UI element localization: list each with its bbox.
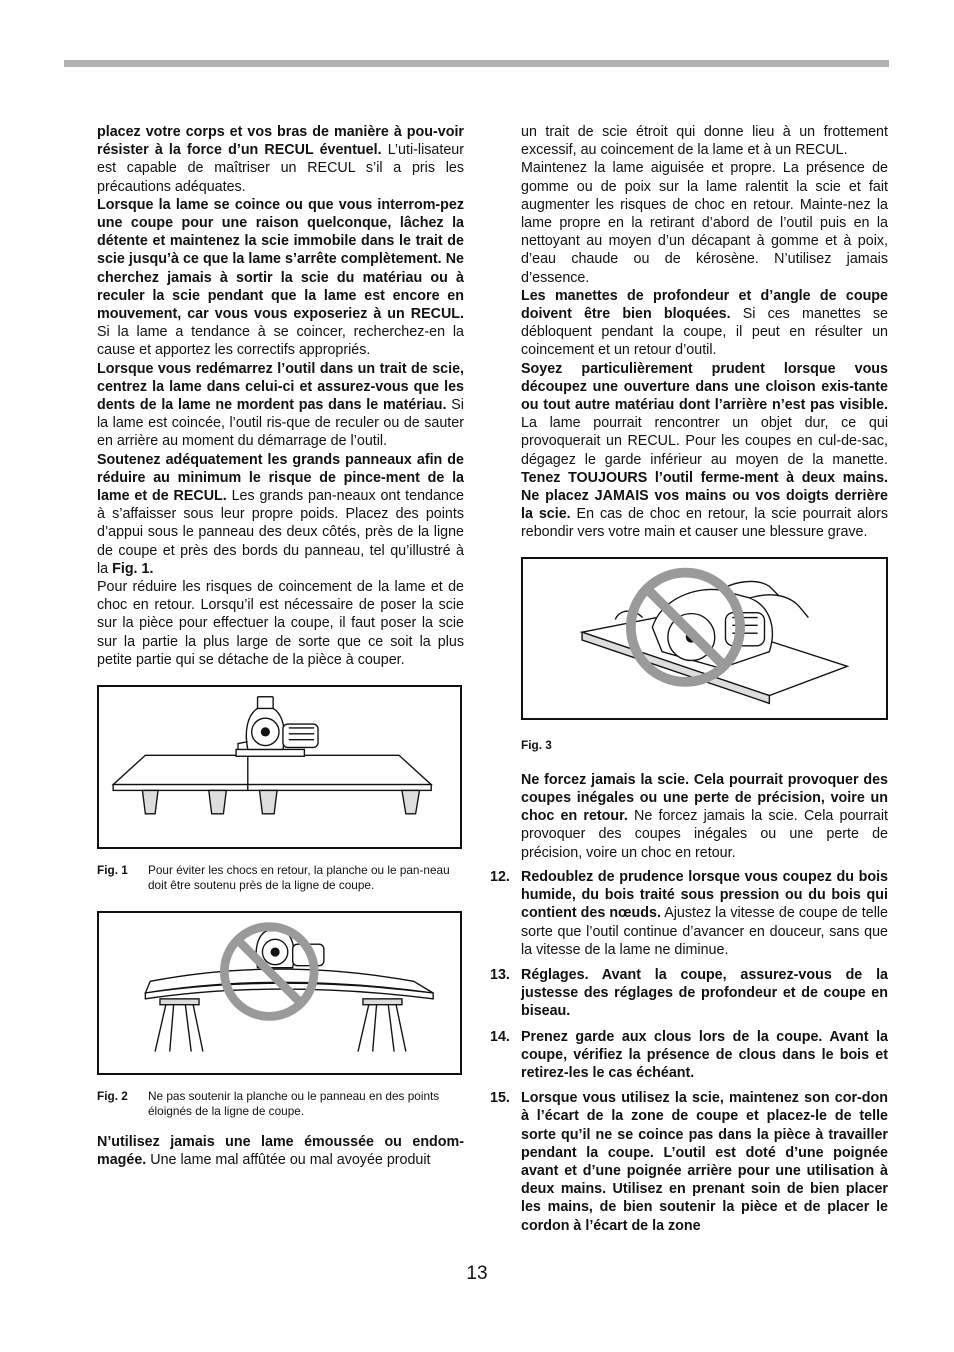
list-item <box>490 1089 888 1235</box>
list-item <box>490 966 888 1021</box>
figure-1-caption <box>97 863 464 893</box>
left-column <box>97 123 464 1170</box>
caption-text: Pour éviter les chocs en retour, la planche ou le pan-neau doit être soutenu près de la ligne de coupe. <box>148 863 450 893</box>
figure-reference: Fig. 1. <box>112 560 154 577</box>
body-text: Si la lame est coincée, l’outil ris-que de reculer ou de sauter en arrière au moment du démarrage de l’outil. <box>97 397 464 450</box>
paragraph <box>521 159 888 286</box>
caption-text: Ne pas soutenir la planche ou le panneau en des points éloignés de la ligne de coupe. <box>148 1089 440 1119</box>
list-number: 13. <box>490 966 510 983</box>
bold-text: N’utilisez jamais une lame émoussée ou endom-magée. <box>97 1134 464 1169</box>
body-text: Ajustez la vitesse de coupe de telle sorte que l’outil continue d’avancer en douceur, sans que la vitesse de la lame ne diminue. <box>521 905 888 958</box>
paragraph <box>521 360 888 542</box>
right-column <box>490 123 888 1235</box>
bold-text: Réglages. Avant la coupe, assurez-vous de la justesse des réglages de profondeur et de coupe en biseau. <box>521 966 888 1020</box>
bold-text: Lorsque vous redémarrez l’outil dans un trait de scie, centrez la lame dans celui-ci et assurez-vous que les dents de la lame ne mordent pas dans le matériau. <box>97 360 464 414</box>
body-text: En cas de choc en retour, la scie pourrait alors rebondir vers votre main et causer une blessure grave. <box>521 506 888 541</box>
header-rule <box>64 60 889 67</box>
list-number: 12. <box>490 868 510 885</box>
paragraph <box>521 287 888 360</box>
body-text: Si la lame a tendance à se coincer, recherchez-en la cause et apportez les correctifs appropriés. <box>97 324 464 359</box>
figure-label: Fig. 2 <box>97 1089 128 1104</box>
bold-text: placez votre corps et vos bras de manière à pou-voir résister à la force d’un RECUL éventuel. <box>97 124 464 159</box>
paragraph <box>97 196 464 360</box>
bold-text: Les manettes de profondeur et d’angle de coupe doivent être bien bloquées. <box>521 287 888 323</box>
bold-text: Tenez TOUJOURS l’outil ferme-ment à deux mains. Ne placez JAMAIS vos mains ou vos doigts derrière la scie. <box>521 469 888 523</box>
bold-text: Soyez particulièrement prudent lorsque vous découpez une ouverture dans une cloison exis-tante ou tout autre matériau dont l’arrière n’est pas visible. <box>521 360 888 414</box>
bold-text: Ne forcez jamais la scie. Cela pourrait provoquer des coupes inégales ou une perte de précision, voire un choc en retour. <box>521 771 888 825</box>
figure-3-illustration <box>521 557 888 720</box>
body-text: L’uti-lisateur est capable de maîtriser un RECUL s’il a pris les précautions adéquates. <box>97 142 465 195</box>
paragraph <box>97 360 464 451</box>
paragraph <box>97 451 464 578</box>
paragraph <box>97 1133 464 1169</box>
list-number: 14. <box>490 1028 510 1045</box>
paragraph <box>521 771 888 862</box>
bold-text: Prenez garde aux clous lors de la coupe. Avant la coupe, vérifiez la présence de clous dans le bois et retirez-les le cas échéant. <box>521 1028 888 1081</box>
saw-supported-near-cut-illustration <box>99 687 460 847</box>
figure-1-illustration <box>97 685 462 849</box>
page-number: 13 <box>466 1263 488 1284</box>
body-text: La lame pourrait rencontrer un objet dur, ce qui provoquerait un RECUL. Pour les coupes en cul-de-sac, dégagez le garde inférieur au moyen de la manette. <box>521 415 888 468</box>
body-text: Maintenez la lame aiguisée et propre. La présence de gomme ou de poix sur la lame ralentit la scie et fait augmenter les risques de choc en retour. Mainte-nez la lame propre en la retirant d’abord de l’outil puis en la nettoyant au moyen d’un décapant à gomme et à poix, d’eau chaude ou de kérosène. N’utilisez jamais d’essence. <box>521 160 888 286</box>
hands-behind-saw-illustration <box>523 559 886 718</box>
body-text: Une lame mal affûtée ou mal avoyée produit <box>146 1152 431 1169</box>
bold-text: Lorsque vous utilisez la scie, maintenez son cor-don à l’écart de la zone de coupe et placez-le de telle sorte qu’il ne se coince pas dans la pièce à travailler pendant la coupe. L’outil est doté d’une poignée avant et d’une poignée arrière pour une utilisation à deux mains. Utilisez en prenant soin de bien placer les mains, de bien soutenir la pièce et de placer le cordon à l’écart de la zone <box>521 1090 888 1234</box>
list-item <box>490 868 888 959</box>
paragraph <box>97 578 464 669</box>
paragraph <box>97 123 464 196</box>
body-text: Les grands pan-neaux ont tendance à s’affaisser sous leur propre poids. Placez des points d’appui sous le panneau des deux côtés, près de la ligne de coupe et près des bords du panneau, tel qu’illustré à la <box>97 488 464 577</box>
body-text: un trait de scie étroit qui donne lieu à un frottement excessif, au coincement de la lame et à un RECUL. <box>521 124 888 159</box>
body-text: Ne forcez jamais la scie. Cela pourrait provoquer des coupes inégales ou une perte de précision, voire un choc en retour. <box>521 808 888 861</box>
list-number: 15. <box>490 1090 510 1107</box>
figure-2-caption <box>97 1089 464 1119</box>
paragraph <box>521 123 888 159</box>
bold-text: Lorsque la lame se coince ou que vous interrom-pez une coupe pour une raison quelconque, lâchez la détente et maintenez la scie immobile dans le trait de scie jusqu’à ce que la lame s’arrête complètement. Ne cherchez jamais à sortir la scie du matériau ou à reculer la scie pendant que la lame est encore en mouvement, car vous vous exposeriez à un RECUL. <box>97 196 464 323</box>
figure-2-illustration <box>97 911 462 1075</box>
bold-text: Soutenez adéquatement les grands panneaux afin de réduire au minimum le risque de pince-ment de la lame et de RECUL. <box>97 451 464 505</box>
figure-3-label: Fig. 3 <box>521 737 552 752</box>
figure-label: Fig. 1 <box>97 863 128 878</box>
bold-text: Redoublez de prudence lorsque vous coupez du bois humide, du bois traité sous pression ou du bois qui contient des nœuds. <box>521 868 888 922</box>
saw-supported-far-from-cut-illustration <box>99 913 460 1073</box>
list-item <box>490 1028 888 1083</box>
body-text: Si ces manettes se débloquent pendant la coupe, il peut en résulter un coincement et un retour d’outil. <box>521 306 888 359</box>
body-text: Pour réduire les risques de coincement de la lame et de choc en retour. Lorsqu’il est nécessaire de poser la scie sur la pièce pour effectuer la coupe, il faut poser la scie sur la partie la plus large de sorte que ce soit la plus petite partie qui se détache de la pièce à couper. <box>97 579 464 668</box>
